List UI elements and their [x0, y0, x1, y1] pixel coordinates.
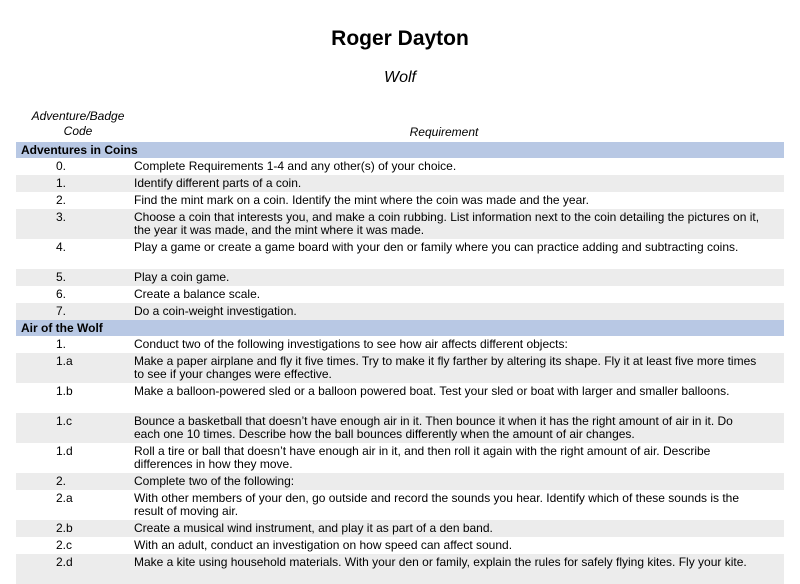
row-requirement: Make a paper airplane and fly it five times. Try to make it fly farther by altering its shape. Fly it at least five more times to see if your changes were effective. [134, 354, 757, 381]
row-requirement: Make a balloon-powered sled or a balloon powered boat. Test your sled or boat with larger and smaller balloons. [134, 384, 730, 398]
row-requirement: Choose a coin that interests you, and make a coin rubbing. List information next to the coin detailing the pictures on it, the year it was made, and the mint where it was made. [134, 210, 760, 237]
table-row [16, 336, 784, 353]
row-requirement: Create a musical wind instrument, and play it as part of a den band. [134, 521, 493, 535]
table-row [16, 537, 784, 554]
row-requirement: Find the mint mark on a coin. Identify the mint where the coin was made and the year. [134, 193, 589, 207]
table-row [16, 490, 784, 520]
row-code: 0. [56, 159, 67, 173]
table-row [16, 175, 784, 192]
table-row [16, 520, 784, 537]
row-requirement: Do a coin-weight investigation. [134, 304, 297, 318]
table-row [16, 303, 784, 320]
row-requirement: Roll a tire or ball that doesn’t have enough air in it, and then roll it again with the right amount of air. Describe differences in how they move. [134, 444, 711, 471]
row-code: 6. [56, 287, 67, 301]
row-requirement: Complete two of the following: [134, 474, 295, 488]
row-code: 2. [56, 193, 67, 207]
row-code: 1. [56, 337, 67, 351]
table-row [16, 473, 784, 490]
table-row [16, 192, 784, 209]
table-row [16, 239, 784, 269]
row-requirement: Create a balance scale. [134, 287, 261, 301]
column-header-code-line1: Adventure/Badge [31, 109, 125, 123]
row-code: 1. [56, 176, 67, 190]
row-code: 2.c [56, 538, 73, 552]
row-code: 1.b [56, 384, 73, 398]
row-code: 2. [56, 474, 67, 488]
table-row [16, 209, 784, 239]
table-row [16, 286, 784, 303]
row-code: 1.a [56, 354, 73, 368]
row-requirement: Play a coin game. [134, 270, 230, 284]
row-requirement: Bounce a basketball that doesn’t have enough air in it. Then bounce it when it has the right amount of air in it. Do each one 10 times. Describe how the ball bounces differently when the amount of air changes. [134, 414, 733, 441]
page-subtitle: Wolf [384, 69, 416, 86]
row-code: 1.c [56, 414, 73, 428]
row-requirement: Play a game or create a game board with your den or family where you can practice adding and subtracting coins. [134, 240, 739, 254]
table-row [16, 353, 784, 383]
table-row [16, 413, 784, 443]
requirements-table [16, 142, 784, 584]
row-requirement: With other members of your den, go outside and record the sounds you hear. Identify which of these sounds is the result of moving air. [134, 491, 740, 518]
section-header: Air of the Wolf [16, 320, 784, 336]
table-row [16, 158, 784, 175]
row-requirement: Complete Requirements 1-4 and any other(s) of your choice. [134, 159, 457, 173]
row-code: 4. [56, 240, 67, 254]
row-requirement: Identify different parts of a coin. [134, 176, 302, 190]
row-code: 2.a [56, 491, 73, 505]
row-code: 5. [56, 270, 67, 284]
row-requirement: With an adult, conduct an investigation on how speed can affect sound. [134, 538, 513, 552]
column-header-code-line2: Code [63, 124, 93, 138]
row-requirement: Conduct two of the following investigations to see how air affects different objects: [134, 337, 568, 351]
column-header-requirement: Requirement [409, 125, 479, 139]
table-row [16, 269, 784, 286]
row-code: 3. [56, 210, 67, 224]
table-row [16, 383, 784, 413]
row-code: 1.d [56, 444, 73, 458]
row-code: 7. [56, 304, 67, 318]
table-row [16, 554, 784, 584]
page-title: Roger Dayton [331, 27, 469, 50]
row-code: 2.d [56, 555, 73, 569]
row-requirement: Make a kite using household materials. With your den or family, explain the rules for safely flying kites. Fly your kite. [134, 555, 747, 569]
column-header-code [14, 109, 142, 139]
section-header: Adventures in Coins [16, 142, 784, 158]
row-code: 2.b [56, 521, 73, 535]
table-row [16, 443, 784, 473]
